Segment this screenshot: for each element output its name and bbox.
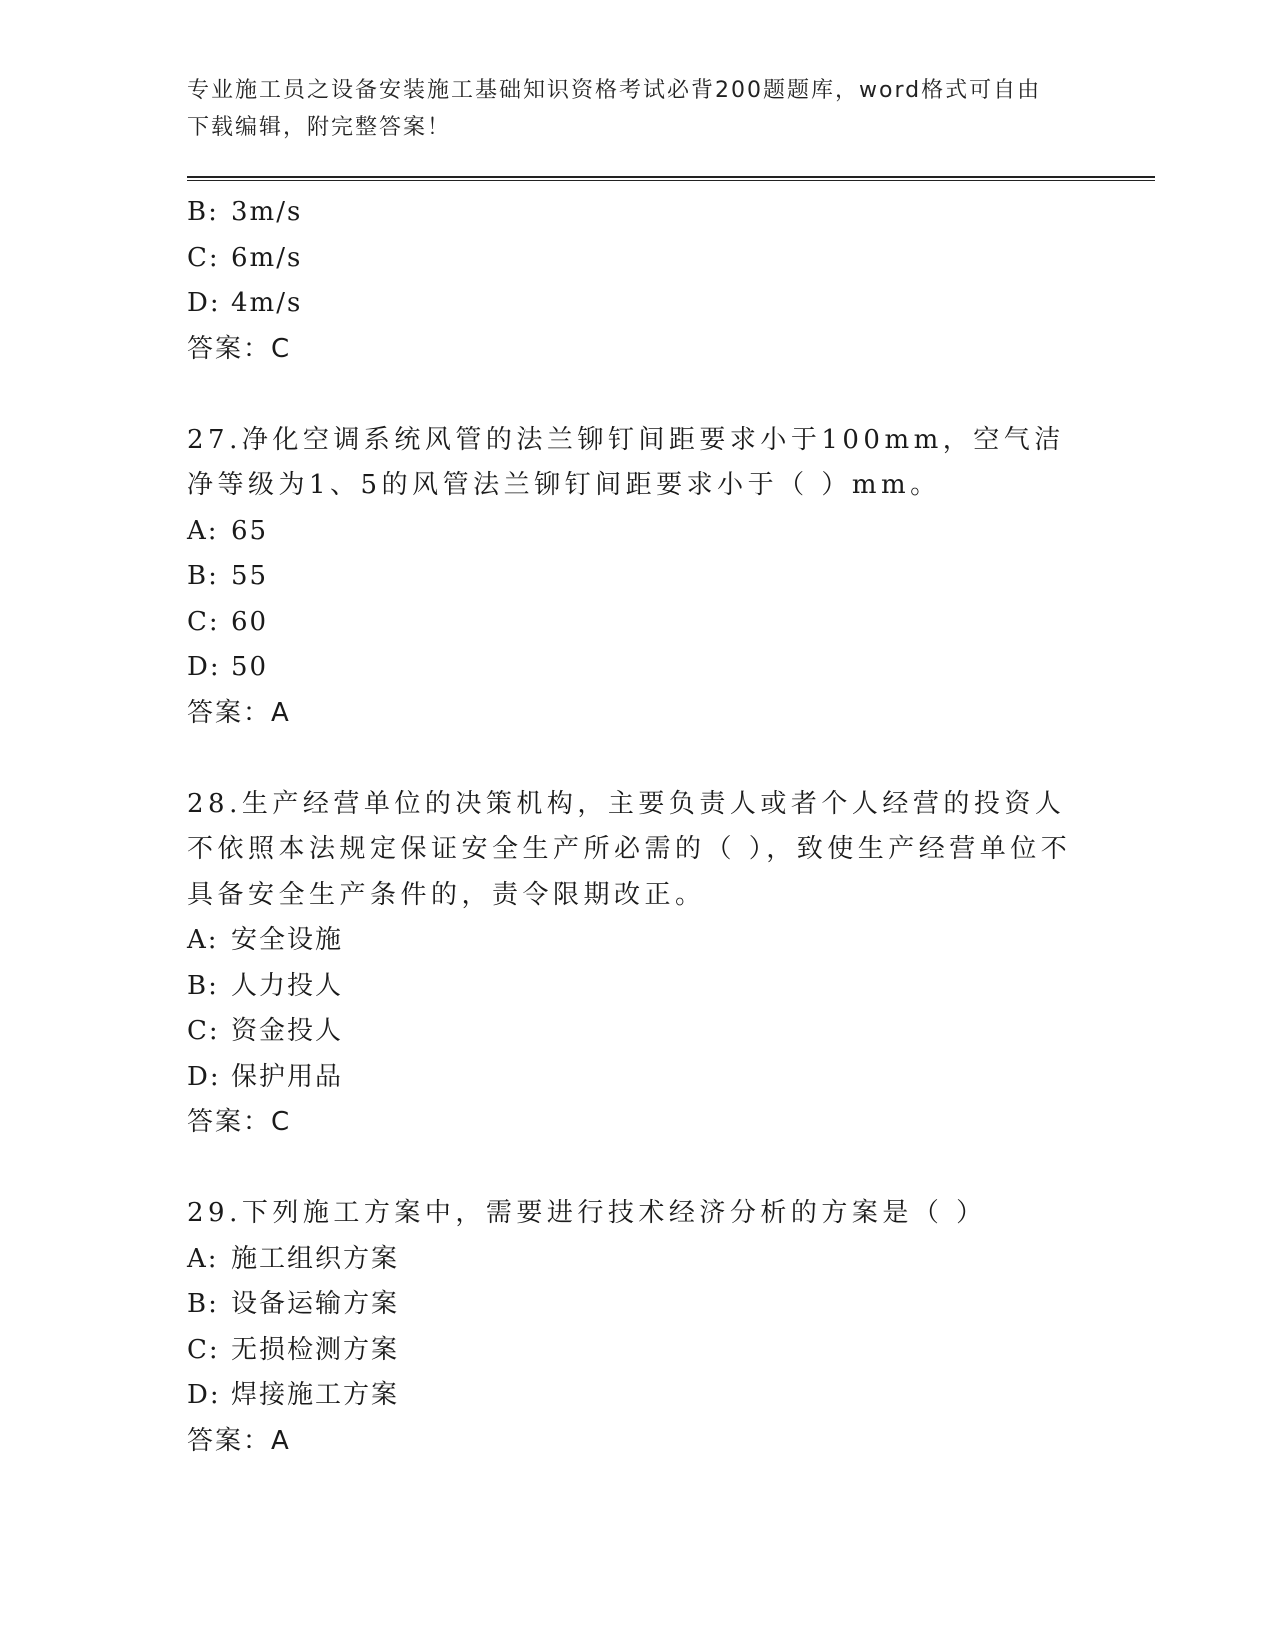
- question-stem: 29.下列施工方案中，需要进行技术经济分析的方案是（ ）: [187, 1198, 987, 1228]
- spacer: [187, 372, 1087, 418]
- answer: 答案：A: [187, 697, 291, 728]
- option-a: A: 65: [187, 515, 269, 546]
- option-b: B: 3m/s: [187, 197, 303, 227]
- option-b: B: 设备运输方案: [187, 1289, 400, 1319]
- question-28: [187, 782, 1087, 1146]
- option-d: D: 4m/s: [187, 288, 303, 318]
- question-list: [187, 190, 1087, 1464]
- question-29: [187, 1191, 1087, 1464]
- header-divider: [187, 176, 1155, 181]
- document-header: [187, 72, 1067, 146]
- spacer: [187, 1146, 1087, 1192]
- option-c: C: 6m/s: [187, 242, 303, 273]
- header-line-2: 下载编辑，附完整答案！: [187, 115, 452, 140]
- option-d: D: 保护用品: [187, 1061, 344, 1092]
- header-line-1: 专业施工员之设备安装施工基础知识资格考试必背200题题库，word格式可自由: [187, 78, 1042, 103]
- option-c: C: 无损检测方案: [187, 1334, 400, 1365]
- option-a: A: 施工组织方案: [187, 1243, 400, 1274]
- option-c: C: 资金投人: [187, 1016, 344, 1046]
- question-26-tail: [187, 190, 1087, 372]
- question-stem: 27.净化空调系统风管的法兰铆钉间距要求小于100mm，空气洁净等级为1、5的风管法兰铆钉间距要求小于（ ）mm。: [187, 424, 1065, 500]
- option-d: D: 50: [187, 652, 269, 682]
- option-b: B: 人力投人: [187, 970, 344, 1001]
- option-b: B: 55: [187, 561, 269, 591]
- option-c: C: 60: [187, 606, 269, 637]
- option-d: D: 焊接施工方案: [187, 1380, 400, 1410]
- option-a: A: 安全设施: [187, 925, 344, 955]
- question-27: [187, 418, 1087, 737]
- answer: 答案：A: [187, 1425, 291, 1456]
- question-stem: 28.生产经营单位的决策机构，主要负责人或者个人经营的投资人不依照本法规定保证安全生产所必需的（ ），致使生产经营单位不具备安全生产条件的，责令限期改正。: [187, 788, 1072, 910]
- spacer: [187, 736, 1087, 782]
- answer: 答案：C: [187, 1107, 292, 1137]
- answer: 答案：C: [187, 333, 292, 364]
